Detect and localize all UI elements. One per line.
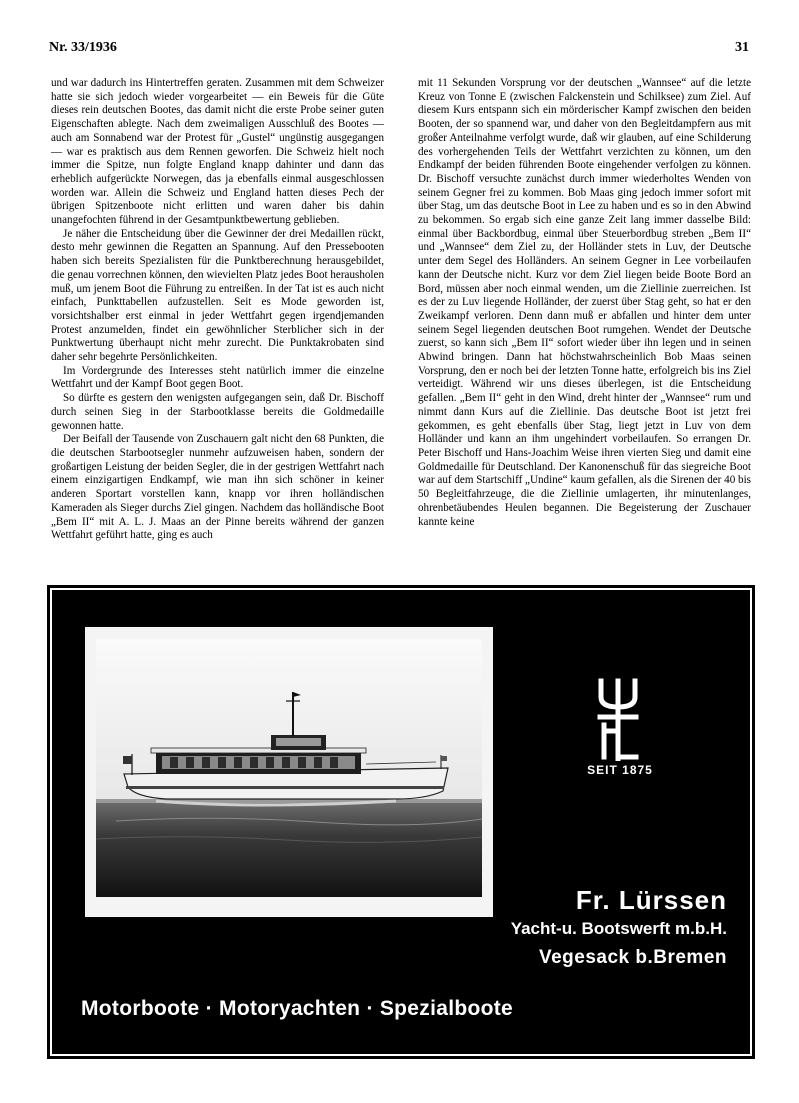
text-column-left [51,77,384,543]
paragraph: mit 11 Sekunden Vorsprung vor der deutschen „Wannsee“ auf die letzte Kreuz von Tonne E (zwischen Falckenstein und Schilksee) zum Ziel. Auf diesem Kurs entspann sich ein mörderischer Kampf zwischen den beiden Booten, der so spannend war, und daher von den Begleitdampfern aus mit großer Anteilnahme verfolgt wurde, daß wir glauben, auf eine Schilderung des vorhergehenden Teils der Wettfahrt verzichten zu können, um den Endkampf der beiden führenden Boote eingehender verfolgen zu können. Dr. Bischoff versuchte zunächst durch immer wiederholtes Wenden von seinem Gegner frei zu kommen. Bob Maas ging jedoch immer sofort mit über Stag, um das deutsche Boot in Lee zu haben und es so in den Abwind zu bekommen. So ergab sich eine ganze Zeit lang immer dasselbe Bild: einmal über Backbordbug, einmal über Steuerbordbug streben „Bem II“ und „Wannsee“ dem Ziel zu, der Holländer stets in Luv, der Deutsche unter dem Segel des Holländers. An seinem Gegner in Lee vorbeilaufen kann der Deutsche nicht. Kurz vor dem Ziel liegen beide Boote Bord an Bord, müssen aber noch einmal wenden, um die Ziellinie zuerreichen. Ist es der zu Luv liegende Holländer, der zuerst über Stag geht, so hat er den Zweikampf verloren. Denn dann muß er abfallen und hinter dem unter seinem Segel liegenden deutschen Boot rumgehen. Wendet der Deutsche zuerst, so kann sich „Bem II“ sofort wieder über ihn legen und in seinen Abwind bringen. Dann hat höchstwahrscheinlich Bob Maas seinen Vorsprung, den er noch bei der letzten Tonne hatte, erfolgreich bis ins Ziel verteidigt. Während wir uns dieses überlegen, ist die Entscheidung gefallen. „Bem II“ geht in den Wind, dreht hinter der „Wannsee“ rum und nimmt dann Kurs auf die Ziellinie. Das deutsche Boot ist jetzt frei gekommen, es geht ebenfalls über Stag, liegt jetzt in Luv von dem Holländer und kann an ihm ungehindert vorbeilaufen. So errangen Dr. Peter Bischoff und Hans-Joachim Weise ihren vierten Sieg und damit eine Goldmedaille für Deutschland. Der Kanonenschuß für das siegreiche Boot war auf dem Startschiff „Undine“ kaum gefallen, als die Sirenen der 40 bis 50 Begleitfahrzeuge, die die Ziellinie umlagerten, ihr minutenlanges, ohrenbetäubendes Heulen begannen. Die Begeisterung der Zuschauer kannte keine [418,77,751,528]
motor-yacht-photo [96,639,482,897]
trident-fl-monogram-icon [596,675,640,761]
page-number: 31 [735,40,749,55]
photo-mount [85,627,493,917]
ad-slogan: Motorboote · Motoryachten · Spezialboote [81,997,513,1020]
company-location: Vegesack b.Bremen [538,947,727,968]
advertisement [47,585,755,1059]
company-type: Yacht-u. Bootswerft m.b.H. [510,919,727,938]
issue-number: Nr. 33/1936 [49,40,117,55]
since-year: SEIT 1875 [587,763,653,777]
text-column-right [418,77,751,529]
company-name: Fr. Lürssen [575,885,727,915]
company-address [487,885,727,971]
paragraph: Je näher die Entscheidung über die Gewinner der drei Medaillen rückt, desto mehr gewinnen die Regatten an Spannung. Auf den Pressebooten haben sich bereits Spezialisten für die Punktberechnung herausgebildet, die genau vorrechnen können, den wievielten Platz jedes Boot herausholen muß, um jenem Boot die Führung zu entreißen. In der Tat ist es auch nicht einfach, Punkttabellen aufzustellen. Seit es Mode geworden ist, vorsichtshalber erst einmal in jeder Wettfahrt gegen irgendjemanden Protest anzumelden, findet ein gewöhnlicher Sterblicher sich in der Punktwertung überhaupt nicht mehr zurecht. Die Punktakrobaten sind daher sehr begehrte Persönlichkeiten. [51,227,384,364]
paragraph: Der Beifall der Tausende von Zuschauern galt nicht den 68 Punkten, die die deutschen Starbootsegler nunmehr aufzuweisen haben, sondern der großartigen Leistung der beiden Segler, die in der gestrigen Wettfahrt nach einem einzigartigen Endkampf, wie man ihn sich schöner in keiner anderen Sportart vorstellen kann, knapp vor ihren holländischen Kameraden als Sieger durchs Ziel gingen. Nachdem das holländische Boot „Bem II“ mit A. L. J. Maas an der Pinne bereits während der ganzen Wettfahrt geführt hatte, ging es auch [51,433,384,542]
paragraph: So dürfte es gestern den wenigsten aufgegangen sein, daß Dr. Bischoff durch seinen Sieg in der Starbootklasse bereits die Goldmedaille gewonnen hatte. [51,392,384,432]
paragraph: Im Vordergrunde des Interesses steht natürlich immer die einzelne Wettfahrt und der Kampf Boot gegen Boot. [51,364,384,391]
yacht-photo-image [96,639,482,897]
paragraph: und war dadurch ins Hintertreffen geraten. Zusammen mit dem Schweizer hatte sie sich jedoch wieder vorgearbeitet — ein Beweis für die Güte dieses rein deutschen Bootes, das damit nicht die erste Probe seiner guten Eigenschaften ablegte. Nach dem zweimaligen Ausschluß des Bootes — auch am Sonnabend war der Protest für „Gustel“ ungünstig ausgegangen — war es praktisch aus dem Rennen geworfen. Die Schweiz hielt noch immer die Spitze, nun folgte England knapp dahinter und dann das erheblich aufgerückte Norwegen, das ja ebenfalls einmal ausgeschlossen worden war. Allein die Schweiz und England hatten dieses Pech der übrigen Spitzenboote nicht erlitten und waren daher bis dahin unangefochten führend in der Gesamtpunktbewertung geblieben. [51,77,384,227]
